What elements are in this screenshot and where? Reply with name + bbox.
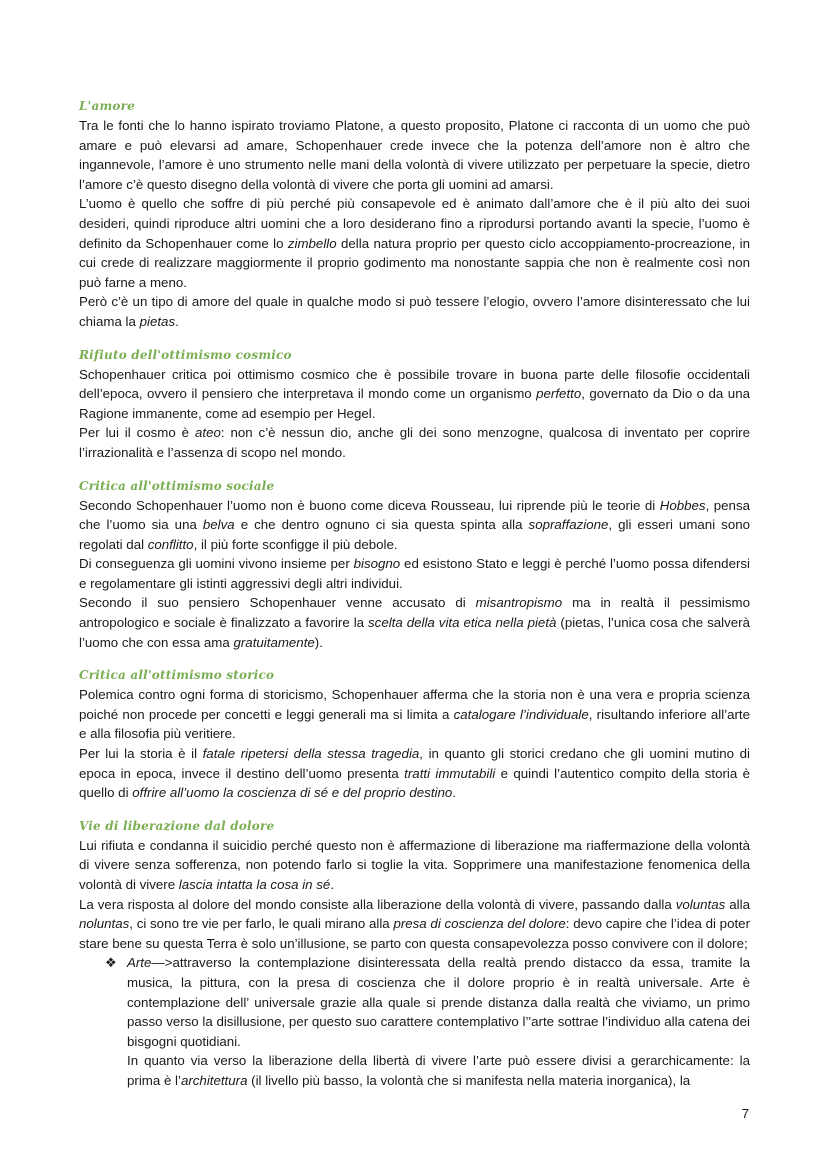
paragraph: In quanto via verso la liberazione della libertà di vivere l’arte può essere divisi a gerarchicamente: la prima è l’architettura (il livello più basso, la volontà che si manifesta nella materia inorganica), la	[127, 1053, 750, 1088]
emphasis: sopraffazione	[528, 517, 609, 533]
section-critica-ottimismo-sociale	[79, 477, 750, 653]
paragraph: Per lui il cosmo è ateo: non c’è nessun dio, anche gli dei sono menzogne, qualcosa di inventato per coprire l’irrazionalità e l’assenza di scopo nel mondo.	[79, 425, 751, 460]
paragraph: Lui rifiuta e condanna il suicidio perché questo non è affermazione di liberazione ma riaffermazione della volontà di vivere senza sofferenza, non potendo farlo si toglie la vita. Sopprimere una manifestazione fenomenica della volontà di vivere lascia intatta la cosa in sé.	[79, 837, 750, 892]
paragraph: L’uomo è quello che soffre di più perché più consapevole ed è animato dall’amore che è il più alto dei suoi desideri, quindi riproduce altri uomini che a loro desiderano fino a riprodursi portando avanti la specie, l’uomo è definito da Schopenhauer come lo zimbello della natura proprio per questo ciclo accoppiamento-procreazione, in cui crede di realizzare maggiormente il proprio godimento ma nonostante sappia che non è realmente così non può farne a meno.	[79, 196, 750, 290]
paragraph: Per lui la storia è il fatale ripetersi della stessa tragedia, in quanto gli storici credano che gli uomini mutino di epoca in epoca, invece il destino dell’uomo presenta tratti immutabili e quindi l’autentico compito della storia è quello di offrire all’uomo la coscienza di sé e del proprio destino.	[79, 746, 750, 801]
paragraph: Schopenhauer critica poi ottimismo cosmico che è possibile trovare in buona parte delle filosofie occidentali dell’epoca, ovvero il pensiero che interpretava il mondo come un organismo perfetto, governato da Dio o da una Ragione immanente, come ad esempio per Hegel.	[79, 366, 750, 421]
emphasis: pietas	[139, 313, 176, 329]
emphasis: voluntas	[675, 896, 726, 912]
diamond-bullet-icon: ❖	[105, 955, 117, 971]
section-critica-ottimismo-storico	[79, 666, 750, 803]
emphasis: Arte	[127, 955, 152, 971]
section-amore	[79, 97, 750, 332]
emphasis: gratuitamente	[233, 634, 315, 650]
bullet-item-arte	[79, 953, 750, 1090]
paragraph: Però c’è un tipo di amore del quale in qualche modo si può tessere l’elogio, ovvero l’amore disinteressato che lui chiama la pietas.	[79, 294, 750, 329]
emphasis: misantropismo	[475, 595, 563, 611]
emphasis: belva	[202, 517, 235, 533]
paragraph: Polemica contro ogni forma di storicismo, Schopenhauer afferma che la storia non è una vera e propria scienza poiché non procede per concetti e leggi generali ma si limita a catalogare l’individuale, risultando inferiore all’arte e alla filosofia più veritiere.	[79, 687, 751, 742]
emphasis: ateo	[194, 425, 221, 441]
section-heading: L'amore	[79, 99, 135, 113]
section-heading: Critica all'ottimismo storico	[79, 668, 275, 683]
section-heading: Vie di liberazione dal dolore	[79, 818, 275, 833]
emphasis: lascia intatta la cosa in sé	[178, 877, 331, 892]
emphasis: tratti immutabili	[404, 765, 496, 781]
emphasis: fatale ripetersi della stessa tragedia	[202, 746, 420, 762]
emphasis: zimbello	[287, 235, 337, 251]
page-number: 7	[741, 1106, 749, 1121]
emphasis: noluntas	[79, 916, 130, 932]
emphasis: scelta della vita etica nella pietà	[368, 615, 557, 631]
paragraph: Di conseguenza gli uomini vivono insieme per bisogno ed esistono Stato e leggi è perché l’uomo possa difendersi e regolamentare gli istinti aggressivi degli altri individui.	[79, 556, 750, 591]
section-rifiuto-ottimismo-cosmico	[79, 346, 750, 463]
section-heading: Critica all'ottimismo sociale	[79, 478, 275, 493]
section-vie-liberazione-dolore	[79, 817, 750, 1091]
section-heading: Rifiuto dell'ottimismo cosmico	[79, 347, 292, 362]
paragraph: Arte—>attraverso la contemplazione disinteressata della realtà prendo distacco da essa, tramite la musica, la pittura, con la presa di coscienza che il dolore proprio è in realtà universale. Arte è contemplazione dell’ universale grazie alla quale si prende distanza dalla realtà che viviamo, un primo passo verso la disillusione, per questo suo carattere contemplativo l’’arte sottrae l’individuo alla catena dei bisgogni quotidiani.	[127, 955, 750, 1049]
emphasis: perfetto	[536, 386, 582, 402]
paragraph: Tra le fonti che lo hanno ispirato troviamo Platone, a questo proposito, Platone ci racconta di un uomo che può amare e può elevarsi ad amare, Schopenhauer crede invece che la potenza dell’amore non è altro che ingannevole, l’amore è uno strumento nelle mani della volontà di vivere utilizzato per perpetuare la specie, dietro l’amore c’è questo disegno della volontà di vivere che porta gli uomini ad amarsi.	[79, 118, 750, 192]
paragraph: Secondo il suo pensiero Schopenhauer venne accusato di misantropismo ma in realtà il pessimismo antropologico e sociale è finalizzato a favorire la scelta della vita etica nella pietà (pietas, l’unica cosa che salverà l’uomo che con essa ama gratuitamente).	[79, 595, 750, 650]
emphasis: Hobbes	[659, 497, 706, 513]
page-content	[79, 97, 750, 1091]
emphasis: presa di coscienza del dolore	[393, 916, 566, 932]
emphasis: conflitto	[147, 536, 194, 552]
emphasis: offrire all’uomo la coscienza di sé e del proprio destino	[132, 785, 453, 801]
emphasis: architettura	[180, 1072, 248, 1088]
emphasis: catalogare l’individuale	[453, 706, 589, 722]
paragraph: Secondo Schopenhauer l’uomo non è buono come diceva Rousseau, lui riprende più le teorie di Hobbes, pensa che l’uomo sia una belva e che dentro ognuno ci sia questa spinta alla sopraffazione, gli esseri umani sono regolati dal conflitto, il più forte sconfigge il più debole.	[79, 497, 751, 552]
emphasis: bisogno	[353, 556, 401, 572]
paragraph: La vera risposta al dolore del mondo consiste alla liberazione della volontà di vivere, passando dalla voluntas alla noluntas, ci sono tre vie per farlo, le quali mirano alla presa di coscienza del dolore: devo capire che l’idea di poter stare bene su questa Terra è solo un’illusione, se parto con questa consapevolezza posso convivere con il dolore;	[79, 896, 750, 951]
